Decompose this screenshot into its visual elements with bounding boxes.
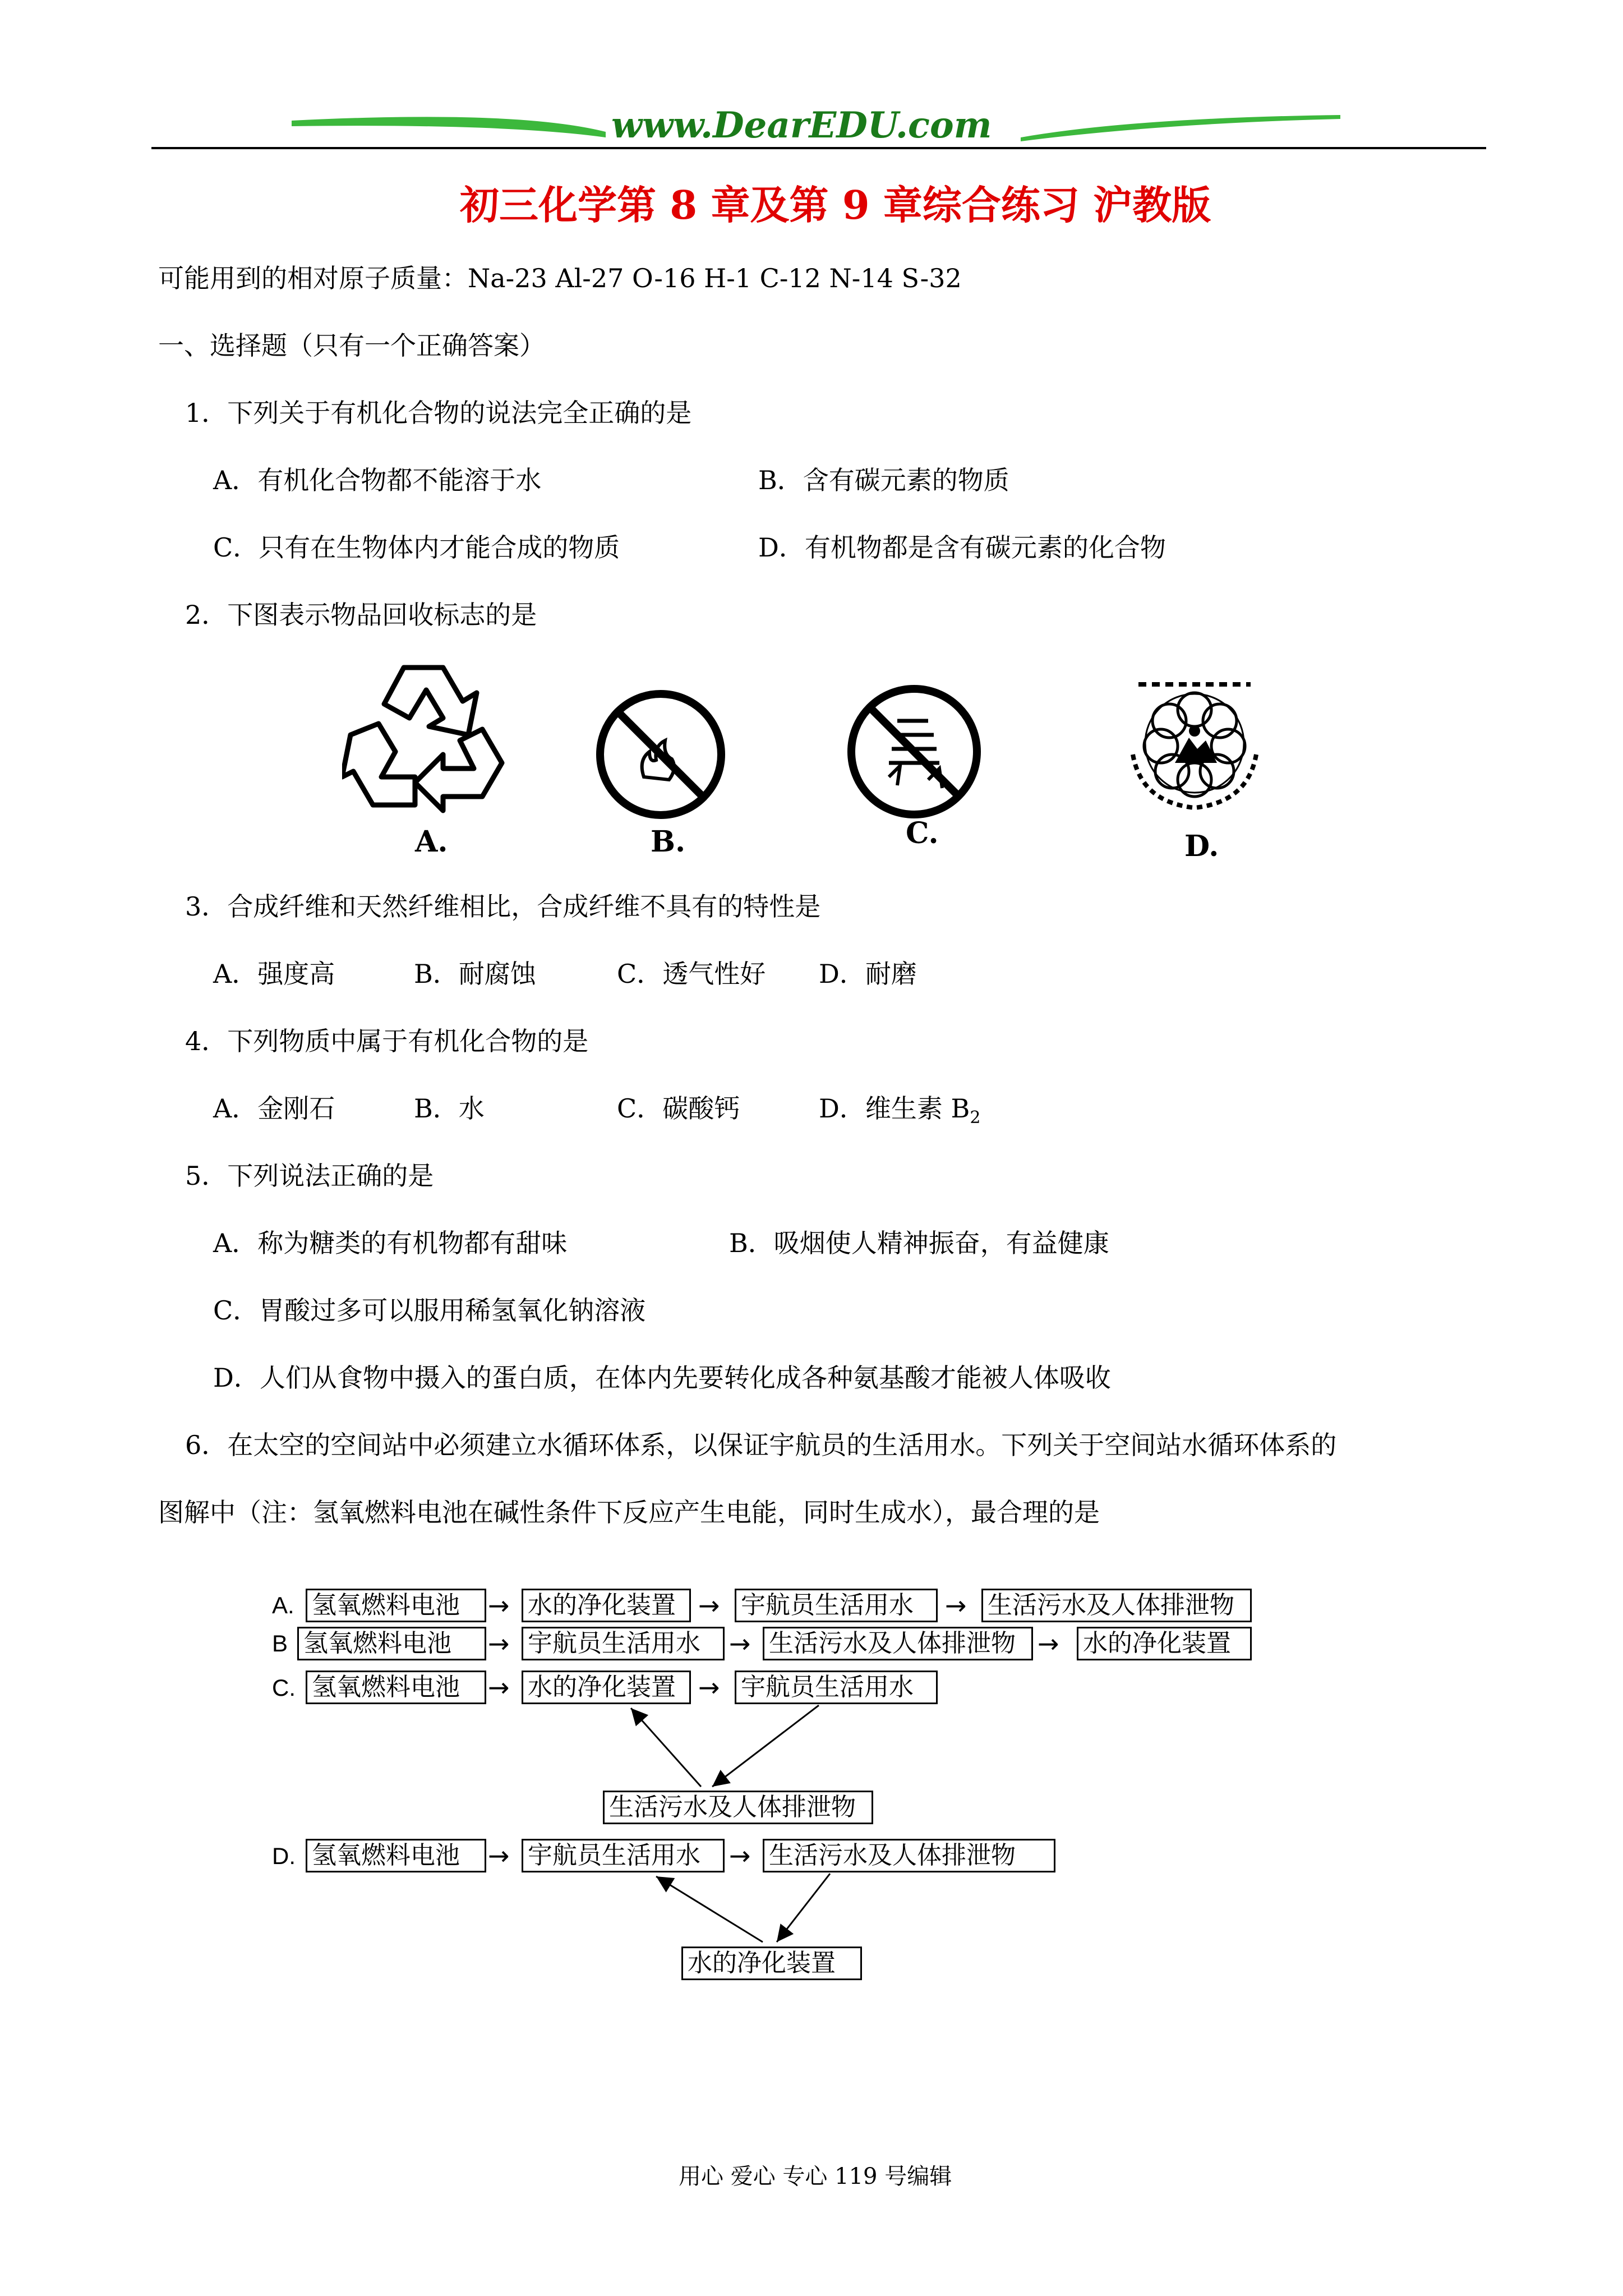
- flow-b-arrow-3: →: [1038, 1628, 1059, 1659]
- flow-a-box-3: 宇航员生活用水: [735, 1589, 938, 1622]
- flow-d-arrow-down: [777, 1874, 830, 1942]
- question-1-stem: 1．下列关于有机化合物的说法完全正确的是: [185, 398, 692, 428]
- question-4-option-c: C．碳酸钙: [617, 1093, 740, 1124]
- question-5-option-a: A．称为糖类的有机物都有甜味: [213, 1228, 568, 1258]
- flow-d-arrow-up: [656, 1876, 763, 1942]
- flow-b-arrow-1: →: [488, 1628, 510, 1659]
- flow-a-box-2: 水的净化装置: [522, 1589, 691, 1622]
- question-3-option-a: A．强度高: [213, 959, 335, 989]
- question-1-option-d: D．有机物都是含有碳元素的化合物: [758, 532, 1166, 563]
- flow-c-arrow-down: [712, 1705, 819, 1787]
- question-5-option-b: B．吸烟使人精神振奋，有益健康: [729, 1228, 1109, 1258]
- question-3-stem: 3．合成纤维和天然纤维相比，合成纤维不具有的特性是: [185, 891, 821, 922]
- question-1-option-b: B．含有碳元素的物质: [758, 465, 1009, 495]
- flow-d-arrow-1: →: [488, 1841, 510, 1871]
- icon-label-a: A.: [415, 825, 448, 859]
- question-3-option-b: B．耐腐蚀: [414, 959, 536, 989]
- flow-d-box-2: 宇航员生活用水: [522, 1839, 725, 1872]
- flow-b-box-1: 氢氧燃料电池: [297, 1627, 486, 1660]
- question-1-option-a: A．有机化合物都不能溶于水: [213, 465, 542, 495]
- site-logo: www.DearEDU.com: [611, 104, 992, 146]
- flow-a-arrow-1: →: [488, 1590, 510, 1621]
- flow-c-box-1: 氢氧燃料电池: [306, 1671, 486, 1704]
- flow-c-arrow-1: →: [488, 1672, 510, 1703]
- question-5-option-d: D．人们从食物中摄入的蛋白质，在体内先要转化成各种氨基酸才能被人体吸收: [213, 1363, 1111, 1393]
- question-3-option-d: D．耐磨: [819, 959, 917, 989]
- question-6-line-1: 6．在太空的空间站中必须建立水循环体系，以保证宇航员的生活用水。下列关于空间站水循环体系的: [185, 1430, 1337, 1460]
- flow-d-box-3: 生活污水及人体排泄物: [763, 1839, 1055, 1872]
- question-4-option-d-text: D．维生素 B: [819, 1093, 970, 1124]
- flow-c-arrow-up: [631, 1708, 701, 1787]
- page-footer: 用心 爱心 专心 119 号编辑: [679, 2164, 952, 2189]
- question-1-option-c: C．只有在生物体内才能合成的物质: [213, 532, 620, 563]
- flow-b-box-2: 宇航员生活用水: [522, 1627, 725, 1660]
- question-5-option-c: C．胃酸过多可以服用稀氢氧化钠溶液: [213, 1295, 646, 1326]
- flow-b-box-4: 水的净化装置: [1077, 1627, 1252, 1660]
- flow-d-label: D.: [272, 1843, 296, 1869]
- flow-d-box-1: 氢氧燃料电池: [306, 1839, 486, 1872]
- flow-c-label: C.: [272, 1674, 296, 1701]
- page-title: 初三化学第 8 章及第 9 章综合练习 沪教版: [460, 182, 1211, 228]
- question-4-option-a: A．金刚石: [213, 1093, 335, 1124]
- flow-c-bottom-box: 生活污水及人体排泄物: [603, 1791, 873, 1824]
- flow-c-box-2: 水的净化装置: [522, 1671, 691, 1704]
- section-heading: 一、选择题（只有一个正确答案）: [158, 330, 545, 361]
- question-4-stem: 4．下列物质中属于有机化合物的是: [185, 1026, 589, 1056]
- flow-b-arrow-2: →: [729, 1628, 751, 1659]
- flow-a-arrow-2: →: [698, 1590, 720, 1621]
- flow-d-arrow-2: →: [729, 1841, 751, 1871]
- question-4-option-d-subscript: 2: [970, 1108, 981, 1128]
- flow-c-box-3: 宇航员生活用水: [735, 1671, 938, 1704]
- flow-a-arrow-3: →: [945, 1590, 967, 1621]
- question-3-option-c: C．透气性好: [617, 959, 766, 989]
- flow-b-box-3: 生活污水及人体排泄物: [763, 1627, 1033, 1660]
- flow-a-box-4: 生活污水及人体排泄物: [981, 1589, 1252, 1622]
- flow-b-label: B: [272, 1630, 288, 1657]
- icon-label-c: C.: [906, 816, 939, 850]
- question-5-stem: 5．下列说法正确的是: [185, 1161, 434, 1191]
- flow-a-box-1: 氢氧燃料电池: [306, 1589, 486, 1622]
- question-4-option-b: B．水: [414, 1093, 485, 1124]
- flow-d-bottom-box: 水的净化装置: [681, 1947, 862, 1980]
- icon-label-b: B.: [651, 825, 686, 859]
- atomic-masses: 可能用到的相对原子质量：Na-23 Al-27 O-16 H-1 C-12 N-14 S-32: [158, 263, 962, 293]
- icon-label-d: D.: [1184, 829, 1219, 863]
- question-2-stem: 2．下图表示物品回收标志的是: [185, 600, 537, 630]
- flow-a-label: A.: [272, 1592, 294, 1618]
- question-6-line-2: 图解中（注：氢氧燃料电池在碱性条件下反应产生电能，同时生成水），最合理的是: [158, 1497, 1100, 1527]
- flow-c-arrow-2: →: [698, 1672, 720, 1703]
